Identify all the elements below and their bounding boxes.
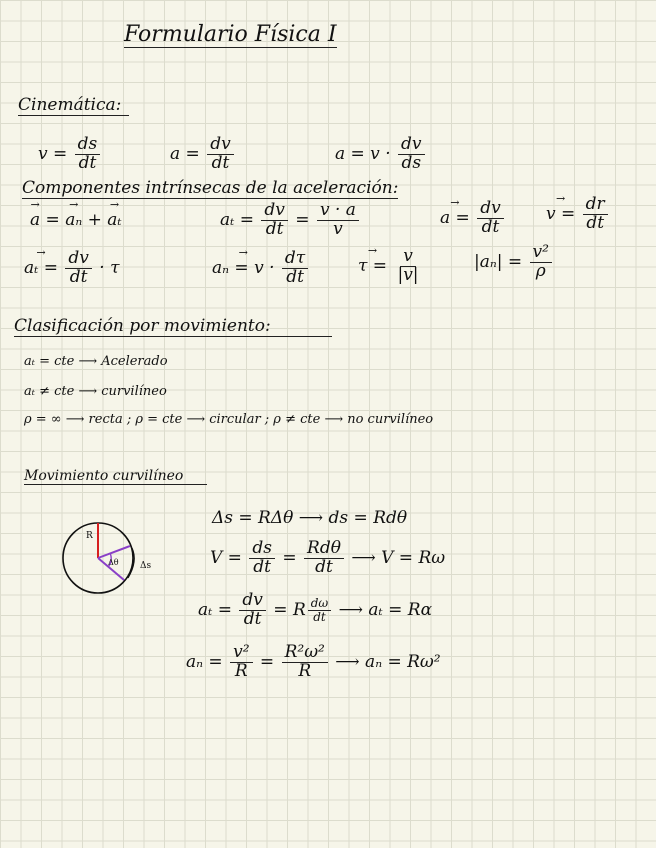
clasificacion-line-2: aₜ ≠ cte ⟶ curvilíneo [24,384,167,399]
clasificacion-line-3: ρ = ∞ ⟶ recta ; ρ = cte ⟶ circular ; ρ ≠ cte ⟶ no curvilíneo [24,412,434,427]
formula-at-tau: → aₜ = $\frac{dv}{dt}$ · τ [24,250,120,287]
formula-an: → aₙ = v · $\frac{d\tau}{dt}$ [212,250,310,287]
radius-line-purple-1 [98,546,130,558]
formula-v-vector: → v = $\frac{dr}{dt}$ [546,196,610,233]
formula-an-modulus: |aₙ| = $\frac{\text{v²}}{\rho}$ [474,244,554,281]
curvilineo-line-3: aₜ = $\frac{dv}{dt}$ = R $\frac{d\omega}{dt}$ ⟶ aₜ = Rα [198,590,433,629]
formula-tau: → τ = $\frac{v}{|v|}$ [358,248,424,285]
formula-a-vector: → a = $\frac{dv}{dt}$ [440,200,506,237]
curvilineo-line-2: V = $\frac{ds}{dt}$ = $\frac{\text{Rdθ}}{dt}$ ⟶ V = Rω [210,538,446,577]
curvilineo-line-1: Δs = RΔθ ⟶ ds = Rdθ [212,508,408,528]
curvilineo-line-4: aₙ = $\frac{\text{v²}}{R}$ = $\frac{\text{R²ω²}}{R}$ ⟶ aₙ = Rω² [186,642,441,681]
page-title: Formulario Física I [124,22,337,47]
radius-label: R [86,531,93,541]
formula-acceleration: a = $\frac{dv}{dt}$ [170,136,236,173]
section-cinematica: Cinemática: [18,95,129,116]
formula-a-sum: → a = → aₙ + → aₜ [30,210,122,230]
clasificacion-line-1: aₜ = cte ⟶ Acelerado [24,354,168,369]
section-curvilineo: Movimiento curvilíneo [24,468,207,485]
formula-acceleration-ds: a = v · $\frac{dv}{ds}$ [335,136,427,173]
section-componentes: Componentes intrínsecas de la aceleración: [22,178,399,198]
circle-diagram [58,516,168,600]
section-clasificacion: Clasificación por movimiento: [14,316,332,337]
formula-at: aₜ = $\frac{dv}{dt}$ = $\frac{v \cdot a}{v}$ [220,202,361,239]
angle-label: Δθ [108,558,119,567]
arc-label: Δs [140,561,152,571]
formula-velocity: v = $\frac{ds}{dt}$ [38,136,102,173]
